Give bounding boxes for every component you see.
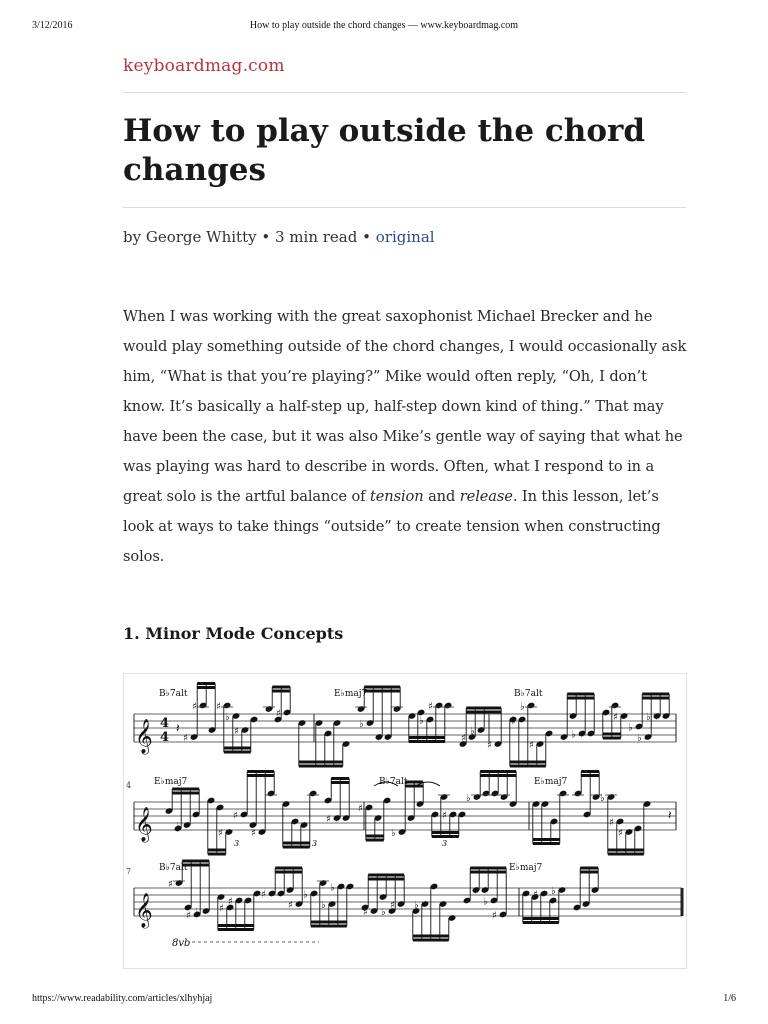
rest-symbol: 𝄽	[176, 721, 180, 735]
accidental: ♯	[492, 910, 497, 922]
treble-clef: 𝄞	[135, 719, 153, 754]
chord-symbol: B♭7alt	[159, 863, 188, 873]
accidental: ♯	[580, 729, 585, 741]
accidental: ♯	[186, 910, 191, 922]
accidental: ♯	[234, 726, 239, 737]
accidental: ♭	[321, 900, 326, 911]
time-signature-top: 4	[160, 716, 170, 731]
accidental: ♯	[609, 817, 614, 829]
byline-separator: •	[261, 228, 271, 246]
accidental: ♯	[442, 810, 447, 822]
print-date: 3/12/2016	[32, 20, 73, 31]
accidental: ♯	[428, 701, 433, 713]
original-link[interactable]: original	[375, 228, 435, 246]
accidental: ♯	[474, 886, 479, 897]
accidental: ♯	[335, 814, 340, 825]
accidental: ♯	[390, 900, 395, 911]
site-name-link[interactable]: keyboardmag.com	[123, 56, 285, 76]
accidental: ♭	[414, 900, 419, 911]
accidental: ♯	[358, 803, 363, 815]
chord-symbol: E♭maj7	[534, 777, 568, 787]
accidental: ♯	[218, 828, 223, 839]
accidental: ♭	[391, 828, 396, 839]
chord-symbol: B♭7alt	[159, 689, 188, 699]
accidental: ♭	[628, 722, 633, 734]
accidental: ♭	[637, 733, 642, 744]
accidental: ♯	[216, 701, 221, 713]
accidental: ♯	[655, 712, 660, 723]
paragraph-text: . In this lesson, let’s look at ways to take things “outside” to create tension when constructing solos.	[123, 488, 661, 565]
accidental: ♯	[219, 903, 224, 915]
print-page-title: How to play outside the chord changes — www.keyboardmag.com	[249, 20, 519, 31]
paragraph-text: When I was working with the great saxophonist Michael Brecker and he would play something outside of the chord changes, I would occasionally ask him, “What is that you’re playing?” Mike would often reply, “Oh, I don’t know. It’s basically a half-step up, half-step down kind of thing.” That may have been the case, but it was also Mike’s gentle way of saying that what he was playing was hard to describe in words. Often, what I respond to in a great solo is the artful balance of	[123, 308, 687, 505]
accidental: ♯	[251, 828, 256, 839]
accidental: ♯	[192, 701, 197, 713]
title-divider	[123, 207, 686, 208]
print-url: https://www.readability.com/articles/xlhyhjaj	[32, 993, 213, 1004]
chord-symbol: E♭maj7	[154, 777, 188, 787]
accidental: ♭	[600, 793, 605, 804]
accidental: ♯	[529, 740, 534, 751]
section-heading: 1. Minor Mode Concepts	[123, 624, 344, 643]
byline-author: George Whitty	[145, 228, 257, 246]
measure-number: 4	[126, 781, 132, 790]
accidental: ♭	[520, 701, 525, 713]
accidental: ♯	[233, 810, 238, 822]
accidental: ♭	[195, 907, 200, 918]
paragraph-text: and	[423, 488, 460, 505]
accidental: ♭	[330, 882, 335, 894]
byline	[123, 228, 435, 246]
accidental: ♯	[487, 740, 492, 751]
emphasis-release: release	[459, 488, 513, 505]
article-title: How to play outside the chord changes	[123, 113, 646, 188]
accidental: ♯	[533, 889, 538, 901]
ottava-marking: 8vb	[172, 938, 191, 949]
accidental: ♯	[618, 828, 623, 839]
accidental: ♭	[359, 719, 364, 730]
rest-symbol: 𝄽	[668, 808, 672, 822]
accidental: ♯	[276, 708, 281, 720]
accidental: ♭	[303, 889, 308, 901]
accidental: ♭	[381, 907, 386, 918]
chord-symbol: E♭maj7	[334, 689, 368, 699]
music-notation-figure	[123, 673, 687, 969]
page-number: 1/6	[723, 993, 736, 1004]
chord-symbol: B♭7alt	[514, 689, 543, 699]
music-score	[124, 674, 686, 968]
accidental: ♭	[466, 793, 471, 804]
byline-separator: •	[362, 228, 371, 246]
accidental: ♯	[228, 896, 233, 908]
accidental: ♯	[288, 900, 293, 911]
header-divider	[123, 92, 686, 93]
accidental: ♭	[551, 886, 556, 897]
accidental: ♭	[470, 726, 475, 737]
accidental: ♭	[571, 729, 576, 741]
accidental: ♯	[461, 733, 466, 744]
accidental: ♯	[261, 889, 266, 901]
accidental: ♯	[326, 814, 331, 825]
chord-symbol: E♭maj7	[509, 863, 543, 873]
accidental: ♯	[377, 733, 382, 744]
accidental: ♯	[183, 733, 188, 744]
accidental: ♭	[419, 715, 424, 727]
article-paragraph	[123, 302, 693, 572]
accidental: ♯	[363, 907, 368, 918]
byline-read-time: 3 min read	[275, 228, 358, 246]
accidental: ♯	[168, 879, 173, 890]
chord-symbol: B♭7alt	[379, 777, 408, 787]
triplet-mark: 3	[442, 839, 448, 848]
treble-clef: 𝄞	[135, 807, 153, 842]
measure-number: 7	[126, 867, 132, 876]
triplet-mark: 3	[312, 839, 318, 848]
accidental: ♯	[613, 712, 618, 723]
time-signature-bottom: 4	[160, 730, 170, 745]
accidental: ♭	[646, 712, 651, 723]
triplet-mark: 3	[234, 839, 240, 848]
accidental: ♭	[511, 715, 516, 727]
emphasis-tension: tension	[370, 488, 424, 505]
treble-clef: 𝄞	[135, 893, 153, 928]
accidental: ♭	[176, 821, 181, 832]
accidental: ♭	[483, 896, 488, 908]
accidental: ♭	[225, 712, 230, 723]
byline-prefix: by	[123, 228, 142, 246]
